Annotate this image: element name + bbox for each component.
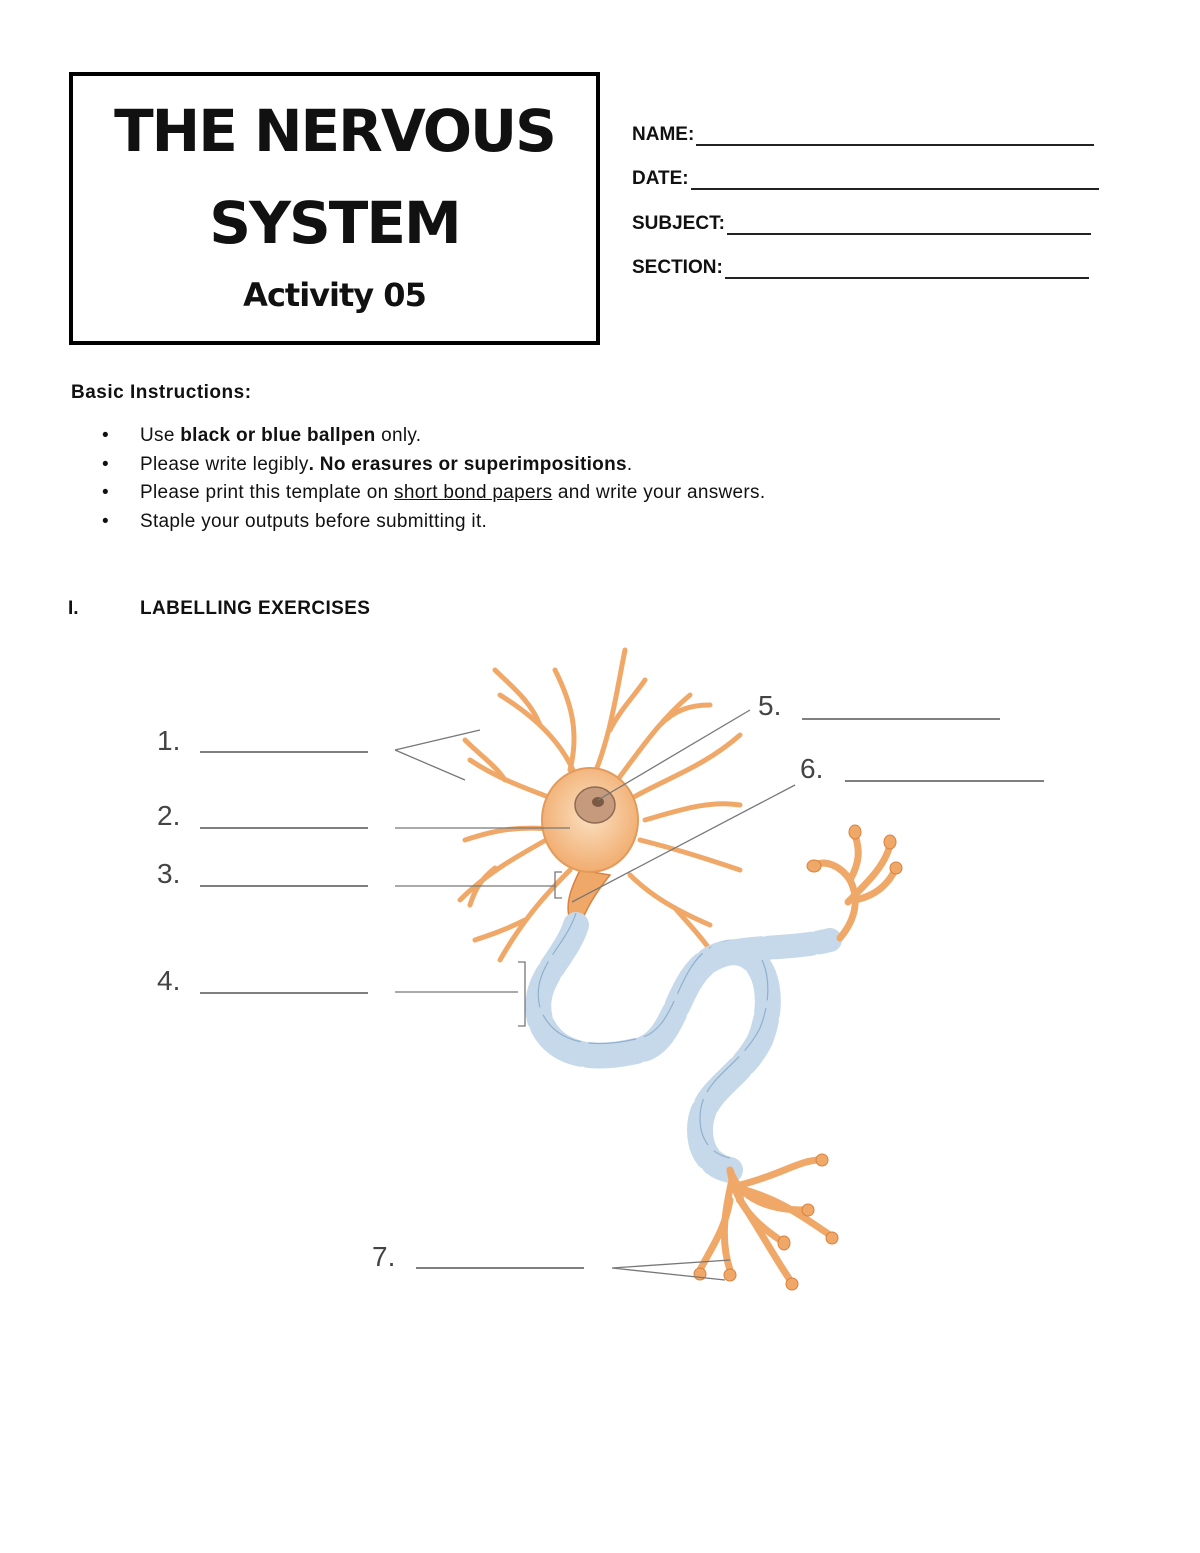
terminal-bouton (786, 1278, 798, 1290)
instructions-list (102, 425, 765, 539)
terminal-bouton (807, 860, 821, 872)
instruction-text: only. (375, 425, 422, 446)
terminal-bouton (802, 1204, 814, 1216)
terminal-bouton (884, 835, 896, 849)
section-title: LABELLING EXERCISES (140, 598, 371, 619)
label-number: 5. (758, 690, 782, 721)
title-line-2: SYSTEM (209, 189, 460, 257)
label-6 (800, 753, 1044, 784)
instruction-underline: short bond papers (394, 482, 553, 503)
bullet-icon: • (102, 453, 109, 475)
name-label: NAME: (632, 124, 695, 145)
instruction-text: Please print this template on (140, 482, 395, 503)
date-field[interactable] (632, 168, 1099, 190)
instructions-heading: Basic Instructions: (71, 382, 252, 403)
date-label: DATE: (632, 168, 689, 189)
title-box (69, 72, 600, 345)
subject-line[interactable] (727, 215, 1091, 235)
instruction-text: and write your answers. (552, 482, 766, 503)
instruction-bold: . No erasures or superimpositions (308, 453, 627, 475)
section-label: SECTION: (632, 257, 723, 278)
instruction-text: . (626, 453, 633, 475)
nucleolus (592, 797, 604, 807)
subject-label: SUBJECT: (632, 213, 725, 234)
terminal-bouton (816, 1154, 828, 1166)
label-1 (157, 725, 368, 756)
label-number: 2. (157, 800, 181, 831)
instruction-text: Staple your outputs before submitting it. (140, 510, 488, 532)
label-number: 7. (372, 1241, 396, 1272)
terminal-bouton (778, 1236, 790, 1250)
label-4 (157, 965, 368, 996)
instruction-bold: black or blue ballpen (180, 425, 376, 446)
label-number: 6. (800, 753, 824, 784)
terminal-bouton (849, 825, 861, 839)
instruction-item (102, 454, 765, 483)
instruction-item (102, 425, 765, 454)
instruction-item (102, 511, 765, 540)
terminal-bouton (826, 1232, 838, 1244)
name-field[interactable] (632, 124, 1094, 146)
label-number: 4. (157, 965, 181, 996)
label-number: 3. (157, 858, 181, 889)
neuron-diagram (100, 640, 1100, 1330)
instruction-text: Use (140, 425, 181, 446)
label-3 (157, 858, 368, 889)
label-number: 1. (157, 725, 181, 756)
date-line[interactable] (691, 170, 1099, 190)
activity-number: Activity 05 (243, 276, 426, 314)
name-line[interactable] (696, 126, 1094, 146)
bullet-icon: • (102, 425, 109, 446)
bullet-icon: • (102, 510, 109, 532)
label-7 (372, 1241, 584, 1272)
instruction-item (102, 482, 765, 511)
myelin-upper (720, 940, 830, 955)
terminal-bouton (890, 862, 902, 874)
bullet-icon: • (102, 482, 109, 503)
title-line-1: THE NERVOUS (114, 97, 555, 165)
axon-terminals-upper (815, 835, 895, 938)
section-field[interactable] (632, 257, 1089, 279)
section-line[interactable] (725, 259, 1089, 279)
section-number: I. (68, 598, 79, 619)
terminal-bouton (724, 1269, 736, 1281)
instruction-text: Please write legibly (140, 453, 309, 475)
subject-field[interactable] (632, 213, 1091, 235)
label-5 (758, 690, 1000, 721)
label-2 (157, 800, 368, 831)
